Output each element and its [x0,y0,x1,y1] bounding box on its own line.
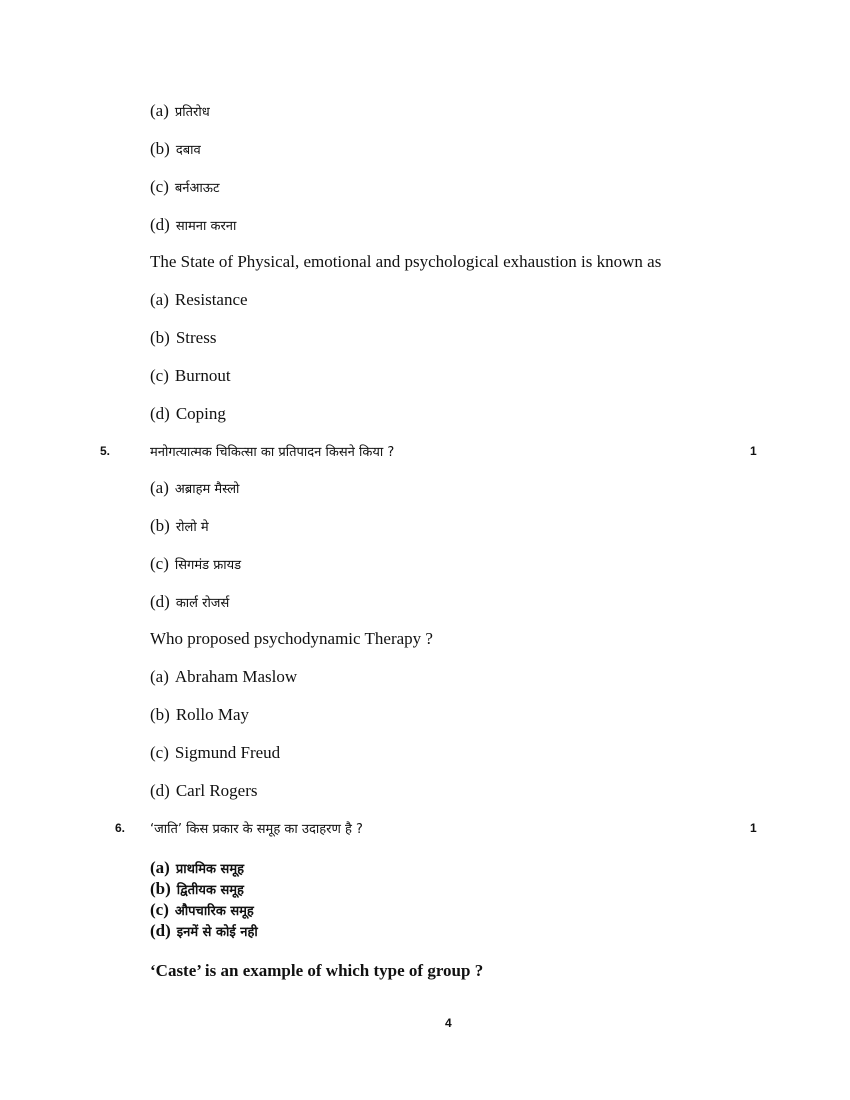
question-text-hindi: मनोगत्यात्मक चिकित्सा का प्रतिपादन किसने किया ? [150,445,395,460]
option-label: (a) [150,478,169,497]
option-text: दबाव [175,143,201,158]
option-label: (b) [150,705,170,724]
option-hindi-d [150,215,236,235]
option-hindi-a [150,101,210,121]
option-label: (a) [150,667,169,686]
option-text: Carl Rogers [175,781,258,800]
question-marks: 1 [750,444,757,458]
page-number: 4 [445,1016,452,1030]
option-label: (a) [150,290,169,309]
option-hindi-a [150,478,239,498]
option-hindi-c [150,900,254,920]
option-label: (c) [150,743,169,762]
option-hindi-c [150,554,241,574]
option-text: Rollo May [175,705,250,724]
option-label: (d) [150,592,170,611]
option-text: प्राथमिक समूह [175,862,245,877]
option-text: औपचारिक समूह [174,904,254,919]
option-english-d [150,404,226,424]
option-english-a [150,667,297,687]
option-label: (b) [150,328,170,347]
option-label: (d) [150,404,170,423]
option-hindi-c [150,177,220,197]
option-english-c [150,366,231,386]
option-label: (d) [150,921,171,940]
option-text: कार्ल रोजर्स [175,596,230,611]
option-english-c [150,743,280,763]
option-text: Abraham Maslow [174,667,298,686]
option-label: (b) [150,139,170,158]
option-label: (b) [150,879,171,898]
option-text: इनमें से कोई नही [176,925,258,940]
option-text: Stress [175,328,217,347]
option-text: प्रतिरोध [174,105,210,120]
option-hindi-a [150,858,244,878]
question-text-english: The State of Physical, emotional and psychological exhaustion is known as [150,252,662,271]
option-hindi-d [150,592,229,612]
option-text: Burnout [174,366,231,385]
option-label: (a) [150,858,170,877]
option-english-b [150,328,216,348]
option-label: (c) [150,554,169,573]
option-text: सामना करना [175,219,237,234]
option-label: (c) [150,900,169,919]
question-number: 6. [115,821,126,835]
option-text: द्वितीयक समूह [176,883,244,898]
option-label: (b) [150,516,170,535]
question-text-hindi: ‘जाति’ किस प्रकार के समूह का उदाहरण है ? [150,822,363,837]
question-text-english: ‘Caste’ is an example of which type of group ? [150,961,484,980]
option-text: अब्राहम मैस्लो [174,482,240,497]
option-label: (c) [150,177,169,196]
option-label: (d) [150,781,170,800]
option-hindi-b [150,139,201,159]
option-english-b [150,705,249,725]
question-number: 5. [100,444,111,458]
option-english-d [150,781,258,801]
question-marks: 1 [750,821,757,835]
option-label: (d) [150,215,170,234]
option-text: रोलो मे [175,520,209,535]
option-label: (a) [150,101,169,120]
option-hindi-b [150,879,244,899]
question-text-english: Who proposed psychodynamic Therapy ? [150,629,433,648]
option-text: Resistance [174,290,248,309]
option-text: Coping [175,404,226,423]
option-text: Sigmund Freud [174,743,281,762]
option-english-a [150,290,248,310]
option-hindi-d [150,921,258,941]
option-text: बर्नआऊट [174,181,220,196]
option-text: सिगमंड फ्रायड [174,558,242,573]
option-label: (c) [150,366,169,385]
option-hindi-b [150,516,209,536]
